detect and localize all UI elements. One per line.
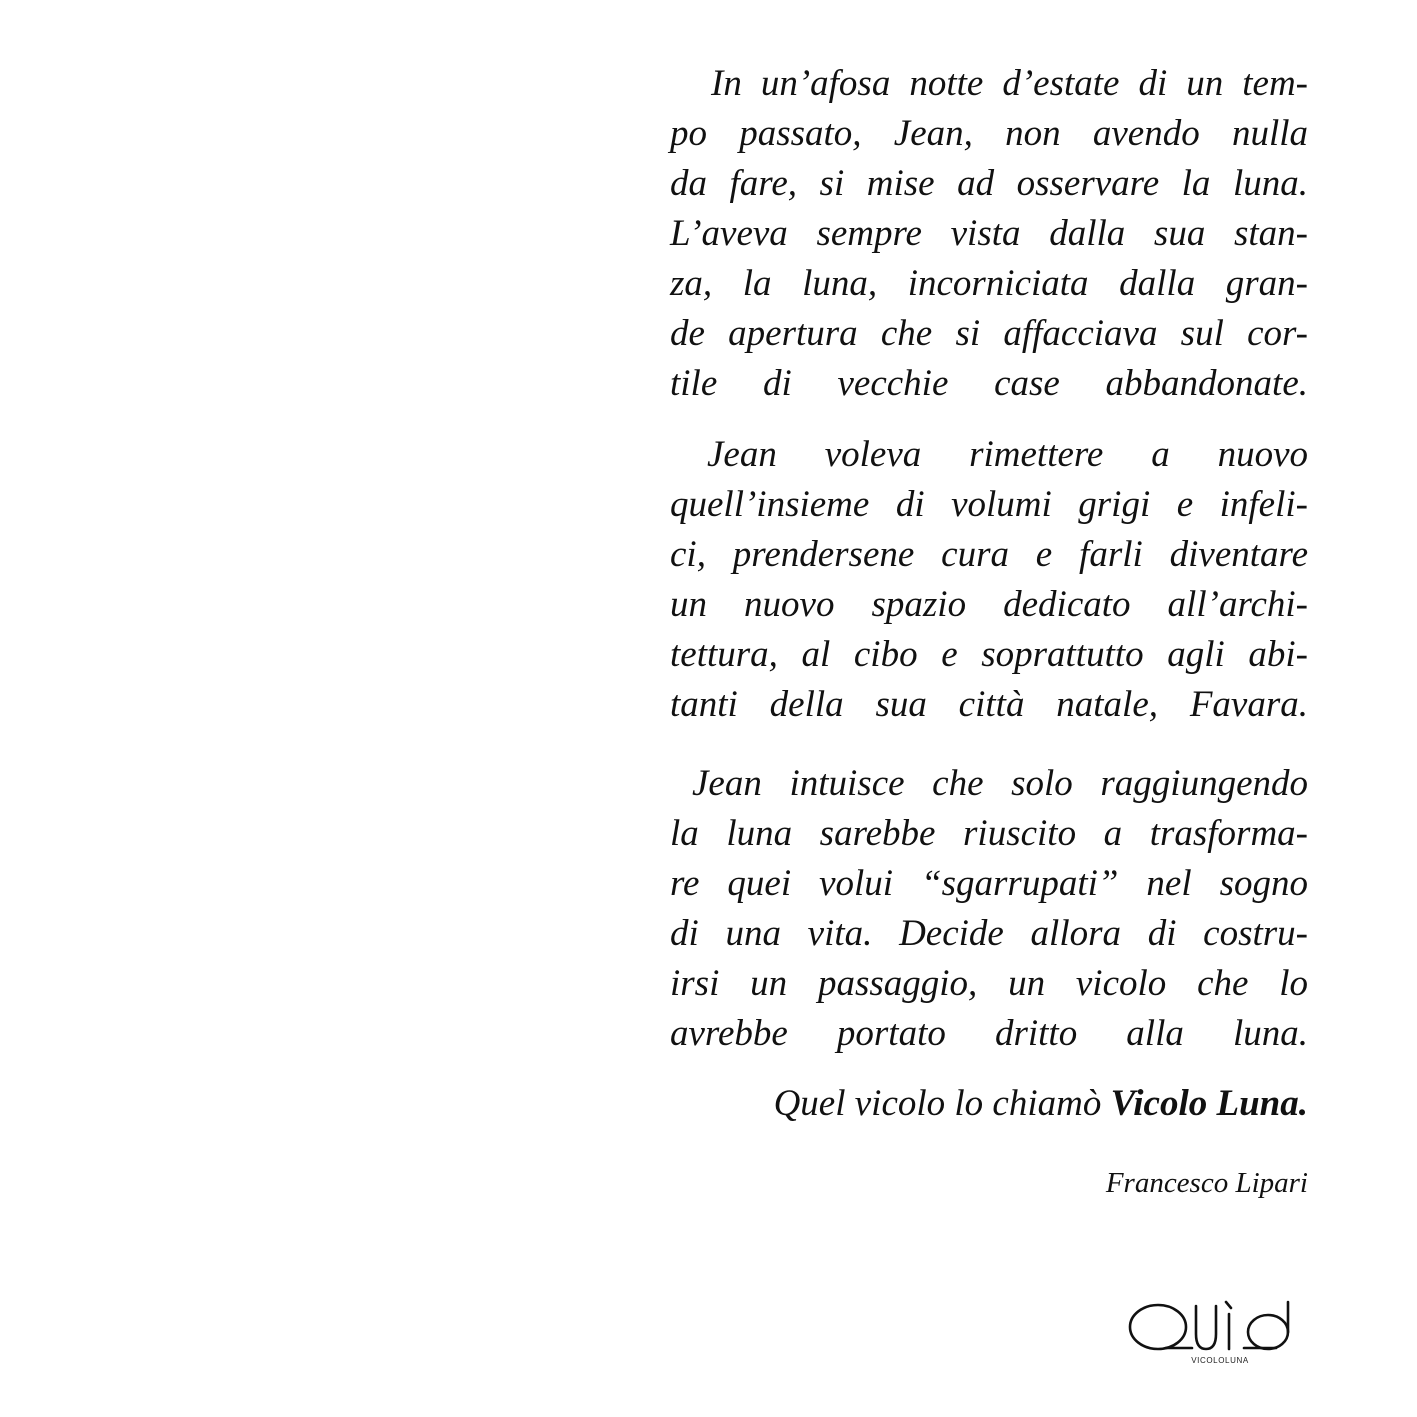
paragraph-line: avrebbe portato dritto alla luna.	[670, 1013, 1308, 1054]
paragraph-line: ci, prendersene cura e farli diventare	[670, 534, 1308, 575]
paragraph-line: irsi un passaggio, un vicolo che lo	[670, 963, 1308, 1004]
paragraph-line: tettura, al cibo e soprattutto agli abi-	[670, 634, 1308, 675]
paragraph-line: L’aveva sempre vista dalla sua stan-	[670, 213, 1308, 254]
paragraph-line: quell’insieme di volumi grigi e infeli-	[670, 484, 1308, 525]
closing-text: Quel vicolo lo chiamò	[773, 1083, 1111, 1124]
paragraph-line: za, la luna, incorniciata dalla gran-	[670, 263, 1308, 304]
paragraph-line: tile di vecchie case abbandonate.	[670, 363, 1308, 404]
paragraph-line: di una vita. Decide allora di costru-	[670, 913, 1308, 954]
paragraph-line: Jean intuisce che solo raggiungendo	[692, 763, 1308, 804]
paragraph-line: de apertura che si affacciava sul cor-	[670, 313, 1308, 354]
closing-line	[774, 1085, 1308, 1122]
paragraph-line: Jean voleva rimettere a nuovo	[707, 434, 1308, 475]
paragraph-line: da fare, si mise ad osservare la luna.	[670, 163, 1308, 204]
closing-emphasis: Vicolo Luna.	[1110, 1083, 1308, 1124]
quid-wordmark-icon	[1126, 1296, 1312, 1358]
paragraph-line: la luna sarebbe riuscito a trasforma-	[670, 813, 1308, 854]
author-signature: Francesco Lipari	[1105, 1167, 1308, 1199]
paragraph-line: re quei volui “sgarrupati” nel sogno	[670, 863, 1308, 904]
paragraph-line: tanti della sua città natale, Favara.	[670, 684, 1308, 725]
paragraph-line: un nuovo spazio dedicato all’archi-	[670, 584, 1308, 625]
paragraph-line: po passato, Jean, non avendo nulla	[670, 113, 1308, 154]
paragraph-line: In un’afosa notte d’estate di un tem-	[711, 63, 1308, 104]
quid-logo	[1126, 1296, 1312, 1372]
logo-subtitle: VICOLOLUNA	[1191, 1356, 1249, 1365]
